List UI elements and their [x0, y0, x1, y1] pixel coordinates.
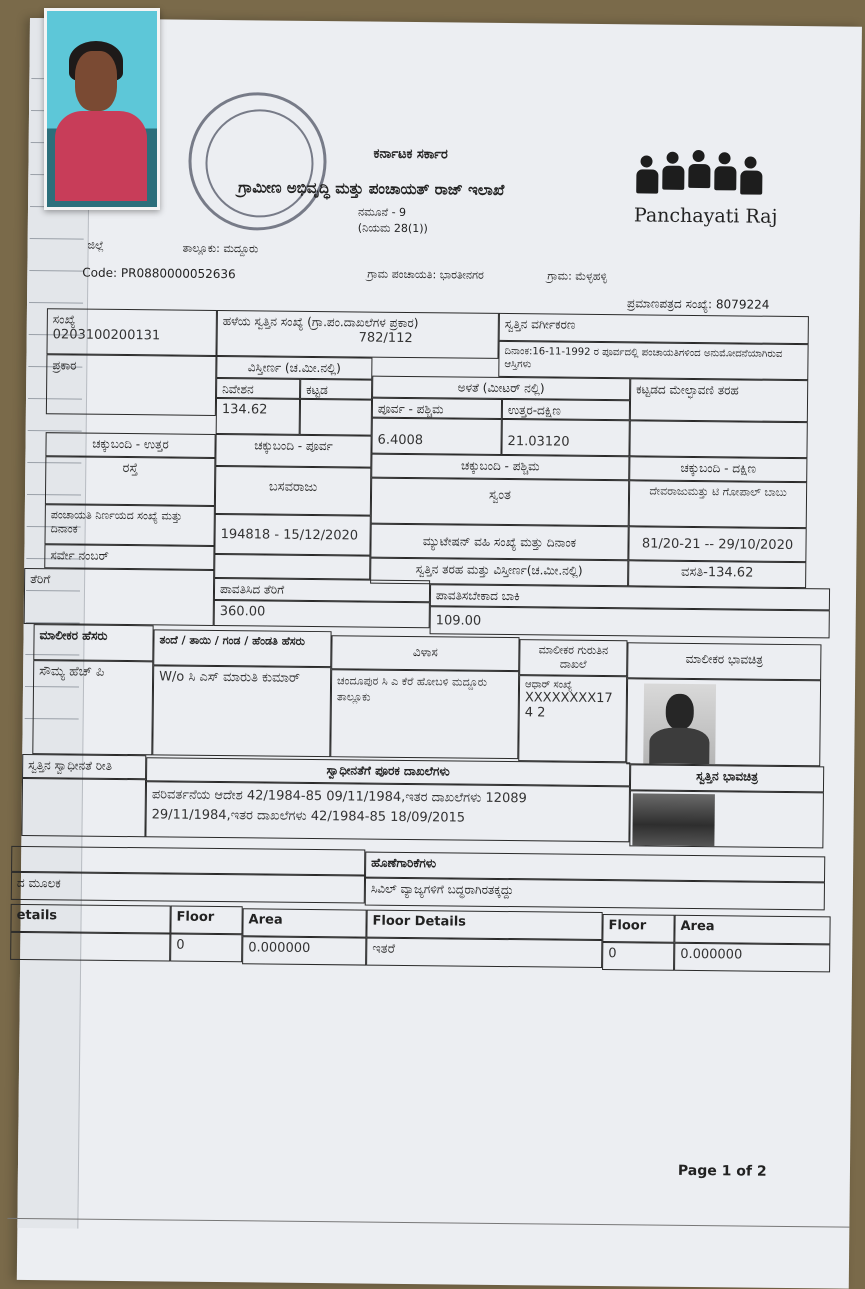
certificate-number: ಪ್ರಮಾಣಪತ್ರದ ಸಂಖ್ಯೆ: 8079224: [626, 296, 770, 312]
gp-code: Code: PR0880000052636: [82, 265, 236, 282]
property-photo-cell: [629, 790, 824, 848]
page-number: Page 1 of 2: [677, 1162, 767, 1180]
relation-label: ತಂದೆ / ತಾಯಿ / ಗಂಡ / ಹೆಂಡತಿ ಹೆಸರು: [153, 629, 331, 667]
site-label: ನಿವೇಶನ: [216, 378, 300, 399]
floor-value-2: 0: [602, 942, 674, 971]
building-label: ಕಟ್ಟಡ: [300, 379, 372, 400]
address-label: ವಿಳಾಸ: [331, 635, 519, 671]
type-label: ಪ್ರಕಾರ: [46, 354, 217, 416]
address-value: ಚಂದೂಪುರ ಸಿ ಎ ಕೆರೆ ಹೋಬಳಿ ಮದ್ದೂರು ತಾಲ್ಲೂಕು: [330, 669, 519, 759]
village: ಗ್ರಾಮ: ಮೆಳ್ಳಹಳ್ಳಿ: [547, 269, 608, 284]
tax-paid-value: 360.00: [214, 600, 430, 628]
acquisition-method-label: ಸ್ವತ್ತಿನ ಸ್ವಾಧೀನತೆ ರೀತಿ: [22, 754, 146, 779]
mutation-value: 81/20-21 -- 29/10/2020: [628, 526, 806, 562]
north-boundary-label: ಚಕ್ಕುಬಂದಿ - ಉತ್ತರ: [45, 432, 215, 458]
old-number-cell: [216, 310, 498, 359]
survey-label: ಸರ್ವೇ ನಂಬರ್: [44, 544, 214, 570]
roof-type-value: [629, 420, 807, 458]
acquisition-docs-line1: ಪರಿವರ್ತನೆಯ ಆದೇಶ 42/1984-85 09/11/1984,ಇತರ ದಾಖಲೆಗಳು 12089: [151, 787, 527, 807]
owner-id-label: ಮಾಲೀಕರ ಗುರುತಿನ ದಾಖಲೆ: [519, 639, 627, 676]
survey-value: [214, 554, 370, 580]
floor-details-header-2: Floor Details: [366, 910, 602, 940]
acquisition-docs-value: [145, 781, 630, 842]
east-boundary-label: ಚಕ್ಕುಬಂದಿ - ಪೂರ್ವ: [215, 434, 371, 468]
owner-photo-label: ಮಾಲೀಕರ ಭಾವಚಿತ್ರ: [627, 642, 821, 680]
classification-label: ಸ್ವತ್ತಿನ ವರ್ಗೀಕರಣ: [499, 313, 809, 344]
logo-text: Panchayati Raj: [633, 204, 778, 228]
acquisition-docs-label: ಸ್ವಾಧೀನತೆಗೆ ಪೂರಕ ದಾಖಲೆಗಳು: [146, 757, 630, 786]
south-boundary-label: ಚಕ್ಕುಬಂದಿ - ದಕ್ಷಿಣ: [629, 456, 807, 482]
liabilities-value: ಸಿವಿಲ್ ವ್ಯಾಜ್ಯಗಳಿಗೆ ಬದ್ಧರಾಗಿರತಕ್ಕದ್ದು: [365, 878, 825, 911]
property-id-label: ಸಂಖ್ಯೆ: [52, 312, 76, 327]
tax-due-label: ಪಾವತಿಸಬೇಕಾದ ಬಾಕಿ: [430, 584, 830, 610]
property-area-label: ಸ್ವತ್ತಿನ ತರಹ ಮತ್ತು ವಿಸ್ತೀರ್ಣ(ಚ.ಮೀ.ನಲ್ಲಿ): [370, 558, 628, 587]
bottom-rule: [7, 1218, 849, 1228]
floor-details-value: [10, 932, 170, 962]
area-header: Area: [242, 908, 366, 937]
old-number-value: 782/112: [358, 330, 413, 347]
owner-photo: [643, 683, 716, 764]
tax-due-value: 109.00: [430, 606, 830, 638]
owner-id-type: ಆಧಾರ್ ಸಂಖ್ಯೆ: [524, 679, 573, 691]
east-west-label: ಪೂರ್ವ - ಪಶ್ಚಿಮ: [372, 398, 502, 419]
resolution-label: ಪಂಚಾಯತಿ ನಿರ್ಣಯದ ಸಂಖ್ಯೆ ಮತ್ತು ದಿನಾಂಕ: [44, 504, 214, 546]
area-value: 0.000000: [242, 936, 366, 965]
west-boundary-value: ಸ್ವಂತ: [371, 478, 629, 527]
old-number-label: ಹಳೆಯ ಸ್ವತ್ತಿನ ಸಂಖ್ಯೆ (ಗ್ರಾ.ಪಂ.ದಾಖಲೆಗಳ ಪ್ರಕಾರ): [222, 314, 419, 331]
south-boundary-value: ದೇವರಾಜುಮತ್ತು ಟಿ ಗೋಪಾಲ್ ಬಾಬು: [629, 480, 807, 528]
resolution-value: 194818 - 15/12/2020: [214, 514, 370, 556]
dept-title: ಗ್ರಾಮೀಣ ಅಭಿವೃದ್ಧಿ ಮತ್ತು ಪಂಚಾಯತ್ ರಾಜ್ ಇಲಾಖೆ: [238, 178, 505, 199]
owner-id-value: XXXXXXXX174 2: [524, 690, 613, 721]
gram-panchayat: ಗ್ರಾಮ ಪಂಚಾಯತಿ: ಭಾರತೀನಗರ: [367, 267, 484, 282]
floor-header-2: Floor: [602, 914, 674, 943]
panchayati-raj-logo-icon: [636, 149, 767, 200]
classification-value: ದಿನಾಂಕ:16-11-1992 ರ ಪೂರ್ವದಲ್ಲಿ ಪಂಚಾಯತಿಗಳಿಂದ ಅನುಮೋದನೆಯಾಗಿರುವ ಆಸ್ತಿಗಳು: [498, 341, 808, 380]
govt-title: ಕರ್ನಾಟಕ ಸರ್ಕಾರ: [373, 146, 448, 163]
north-south-label: ಉತ್ತರ-ದಕ್ಷಿಣ: [502, 399, 630, 420]
dimensions-label: ಅಳತೆ (ಮೀಟರ್ ನಲ್ಲಿ): [372, 376, 630, 401]
mutation-label: ಮ್ಯುಟೇಷನ್ ವಹಿ ಸಂಖ್ಯೆ ಮತ್ತು ದಿನಾಂಕ: [370, 524, 628, 561]
floor-details-value-2: ಇತರೆ: [366, 938, 602, 968]
acquisition-method-value: [21, 778, 146, 837]
north-boundary-value: ರಸ್ತೆ: [45, 456, 215, 506]
floor-value: 0: [170, 934, 242, 963]
office-seal-stamp: [188, 92, 327, 231]
liabilities-blank: [11, 846, 365, 876]
acquisition-docs-line2: 29/11/1984,ಇತರ ದಾಖಲೆಗಳು 42/1984-85 18/09/2015: [151, 807, 466, 826]
owner-id-cell: [518, 675, 627, 762]
floor-header: Floor: [170, 906, 242, 935]
owner-name-label: ಮಾಲೀಕರ ಹೆಸರು: [33, 624, 153, 661]
liabilities-source: ದ ಮೂಲಕ: [11, 872, 365, 904]
property-photo: [632, 793, 715, 846]
taluk: ತಾಲ್ಲೂಕು: ಮದ್ದೂರು: [182, 241, 259, 256]
owner-name-value: ಸೌಮ್ಯ ಹೆಚ್ ಪಿ: [32, 660, 153, 755]
tax-row-label: ತೆರಿಗೆ: [24, 568, 215, 626]
roof-type-label: ಕಟ್ಟಡದ ಮೇಲ್ಛಾವಣಿ ತರಹ: [630, 378, 808, 422]
site-area-value: 134.62: [216, 398, 300, 435]
area-value-2: 0.000000: [674, 943, 830, 973]
liabilities-label: ಹೊಣೆಗಾರಿಕೆಗಳು: [365, 852, 825, 883]
property-id-value: 0203100200131: [52, 327, 161, 344]
form-number: ನಮೂನೆ - 9: [357, 205, 407, 219]
west-boundary-label: ಚಕ್ಕುಬಂದಿ - ಪಶ್ಚಿಮ: [371, 454, 629, 481]
owner-photo-cell: [626, 678, 821, 766]
area-label: ವಿಸ್ತೀರ್ಣ (ಚ.ಮೀ.ನಲ್ಲಿ): [216, 356, 372, 380]
property-photo-label: ಸ್ವತ್ತಿನ ಭಾವಚಿತ್ರ: [630, 764, 824, 792]
district-label: ಜಿಲ್ಲೆ: [87, 238, 104, 252]
tax-paid-label: ಪಾವತಿಸಿದ ತೆರಿಗೆ: [214, 578, 430, 602]
building-area-value: [300, 399, 372, 436]
floor-details-header: etails: [10, 904, 170, 934]
rule-number: (ನಿಯಮ 28(1)): [357, 221, 428, 236]
north-south-value: 21.03120: [501, 419, 629, 456]
east-west-value: 6.4008: [371, 418, 501, 455]
property-id-cell: [46, 308, 216, 356]
east-boundary-value: ಬಸವರಾಜು: [215, 466, 371, 516]
applicant-photo: [44, 8, 160, 210]
relation-value: W/o ಸಿ ಎಸ್ ಮಾರುತಿ ಕುಮಾರ್: [152, 665, 331, 757]
area-header-2: Area: [674, 915, 830, 945]
property-area-value: ವಸತಿ-134.62: [628, 560, 806, 588]
